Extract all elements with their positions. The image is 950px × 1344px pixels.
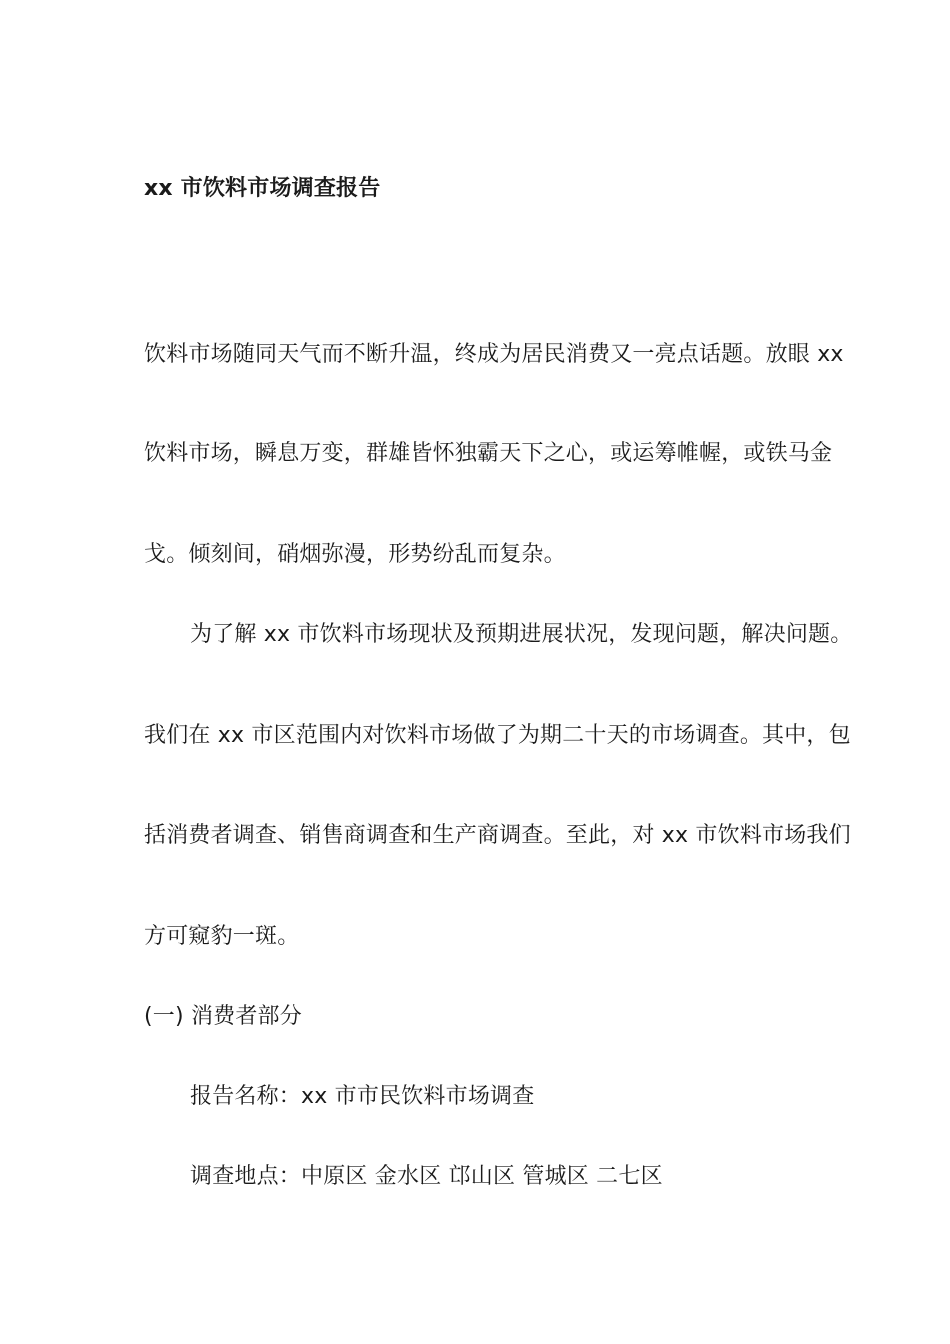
report-name-line: 报告名称：xx 市市民饮料市场调查	[190, 1084, 535, 1109]
paragraph-line: 戈。倾刻间，硝烟弥漫，形势纷乱而复杂。	[144, 542, 566, 567]
paragraph-line: 饮料市场，瞬息万变，群雄皆怀独霸天下之心，或运筹帷幄，或铁马金	[144, 441, 833, 466]
paragraph-line: 方可窥豹一斑。	[144, 924, 300, 949]
survey-location-line: 调查地点：中原区 金水区 邙山区 管城区 二七区	[190, 1164, 663, 1189]
paragraph-line: 饮料市场随同天气而不断升温，终成为居民消费又一亮点话题。放眼 xx	[144, 342, 844, 367]
section-heading: (一) 消费者部分	[144, 1004, 302, 1029]
paragraph-line: 为了解 xx 市饮料市场现状及预期进展状况，发现问题，解决问题。	[190, 622, 853, 647]
paragraph-line: 括消费者调查、销售商调查和生产商调查。至此，对 xx 市饮料市场我们	[144, 823, 851, 848]
document-title: xx 市饮料市场调查报告	[144, 176, 381, 201]
paragraph-line: 我们在 xx 市区范围内对饮料市场做了为期二十天的市场调查。其中，包	[144, 723, 851, 748]
